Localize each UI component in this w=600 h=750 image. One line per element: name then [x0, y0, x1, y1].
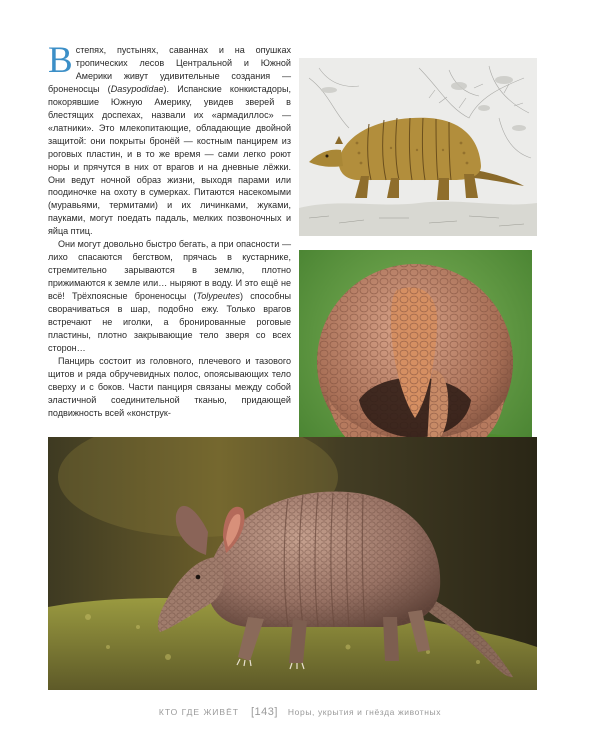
latin-name-dasypodidae: Dasypodidae — [110, 83, 164, 94]
article-text — [48, 40, 291, 420]
paragraph-2-end: ) способны сворачиваться в шар, подобно ежу. Только врагов встречают не иголки, а бронированные роговые пластины, плотно закрывающие тело зверя со всех сторон… — [48, 291, 291, 353]
paragraph-1-end: ). Испанские конкистадоры, покорявшие Южную Америку, увидев зверей в блестящих доспехах, назвали их «армадиллос» — «латники». Это млекопитающие, обладающие двойной защитой: они покрыты бронёй — костным панцирем из роговых пластин, и в то же время — сами легко роют норы и прячутся в них от врагов и на дневные лёжки. Они ведут ночной образ жизни, выходя парами или поодиночке на охоту в сумерках. Питаются насекомыми (муравьями, термитами) и их личинками, жуками, пауками, могут поедать падаль, мелких позвоночных и яйца птиц. — [48, 83, 291, 237]
paragraph-2 — [48, 238, 291, 355]
paragraph-1 — [48, 40, 291, 238]
page-number: [143] — [250, 706, 278, 718]
paragraph-3: Панцирь состоит из головного, плечевого и тазового щитов и ряда обручевидных полос, опоясывающих тело сверху и с боков. Части панциря связаны между собой эластичной соединительной тканью, придающей подвижность всей «конструк- — [48, 355, 291, 418]
paragraph-1-text: степях, пустынях, саваннах и на опушках тропических лесов Центральной и Южной Америки живут удивительные создания — броненосцы ( — [48, 45, 291, 94]
footer-section-title: КТО ГДЕ ЖИВЁТ — [158, 707, 239, 717]
paragraph-2-text: Они могут довольно быстро бегать, а при опасности — лихо спасаются бегством, прячась в кустарнике, стремительно зарываются в землю, плотно прижимаются к земле или… ныряют в воду. И это ещё не всё! Трёхпоясные броненосцы ( — [48, 239, 291, 302]
engraving-armadillo-image — [299, 58, 537, 236]
drop-cap: В — [48, 40, 73, 81]
page-footer — [0, 703, 600, 721]
latin-name-tolypeutes: Tolypeutes — [196, 291, 240, 302]
footer-chapter-title: Норы, укрытия и гнёзда животных — [287, 707, 442, 717]
armadillo-on-moss-photo — [48, 437, 537, 690]
